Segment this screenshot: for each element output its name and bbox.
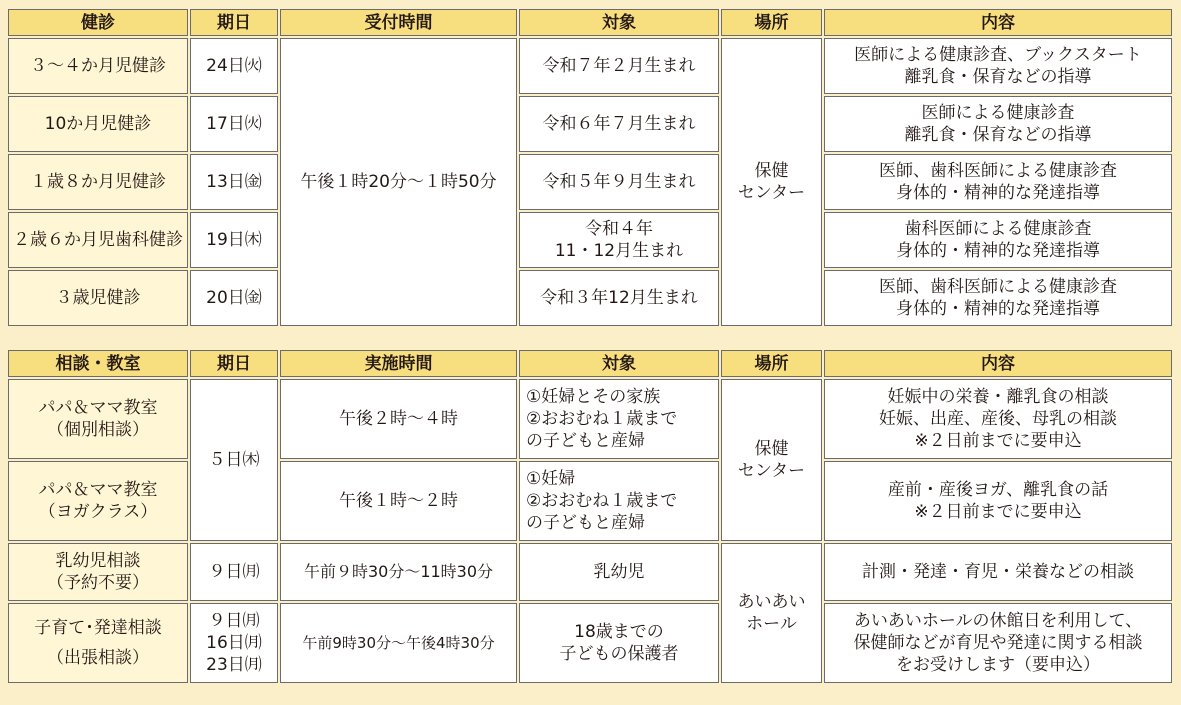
consultation-table: [6, 348, 1174, 685]
consultation-name: 子育て･発達相談 （出張相談）: [8, 603, 188, 683]
header-target: 対象: [519, 9, 719, 36]
checkup-table: [6, 7, 1174, 328]
checkup-target: 令和３年12月生まれ: [519, 270, 719, 326]
header-date: 期日: [190, 350, 278, 377]
checkup-name: ２歳６か月児歯科健診: [8, 212, 188, 268]
reception-time: 午後１時20分～１時50分: [280, 38, 517, 326]
header-place: 場所: [721, 350, 822, 377]
checkup-content: 医師による健康診査 離乳食・保育などの指導: [824, 96, 1172, 152]
table-row: [8, 38, 1172, 94]
header-place: 場所: [721, 9, 822, 36]
table-row: [8, 154, 1172, 210]
consultation-time: 午前9時30分～午後4時30分: [280, 603, 517, 683]
checkup-name: ３歳児健診: [8, 270, 188, 326]
consultation-content: 産前・産後ヨガ、離乳食の話 ※２日前までに要申込: [824, 461, 1172, 541]
consultation-name: パパ＆ママ教室 （ヨガクラス）: [8, 461, 188, 541]
checkup-content: 医師、歯科医師による健康診査 身体的・精神的な発達指導: [824, 154, 1172, 210]
table-row: [8, 543, 1172, 601]
checkup-content: 医師、歯科医師による健康診査 身体的・精神的な発達指導: [824, 270, 1172, 326]
header-date: 期日: [190, 9, 278, 36]
checkup-date: 17日㈫: [190, 96, 278, 152]
header-target: 対象: [519, 350, 719, 377]
checkup-target: 令和７年２月生まれ: [519, 38, 719, 94]
header-content: 内容: [824, 9, 1172, 36]
header-reception-time: 受付時間: [280, 9, 517, 36]
checkup-name: ３～４か月児健診: [8, 38, 188, 94]
place-hall: あいあい ホール: [721, 543, 822, 683]
checkup-date: 19日㈭: [190, 212, 278, 268]
table-row: [8, 96, 1172, 152]
consultation-content: あいあいホールの休館日を利用して、 保健師などが育児や発達に関する相談 をお受けします（要申込）: [824, 603, 1172, 683]
consultation-target: 乳幼児: [519, 543, 719, 601]
consultation-target: ①妊婦とその家族 ②おおむね１歳まで の子どもと産婦: [519, 379, 719, 459]
consultation-header-row: [8, 350, 1172, 377]
table-row: [8, 603, 1172, 683]
checkup-target: 令和４年 11・12月生まれ: [519, 212, 719, 268]
checkup-date: 24日㈫: [190, 38, 278, 94]
consultation-target: 18歳までの 子どもの保護者: [519, 603, 719, 683]
consultation-target: ①妊婦 ②おおむね１歳まで の子どもと産婦: [519, 461, 719, 541]
checkup-date: 13日㈮: [190, 154, 278, 210]
checkup-date: 20日㈮: [190, 270, 278, 326]
header-implementation-time: 実施時間: [280, 350, 517, 377]
consultation-date: ９日㈪: [190, 543, 278, 601]
checkup-target: 令和６年７月生まれ: [519, 96, 719, 152]
consultation-name: 乳幼児相談 （予約不要）: [8, 543, 188, 601]
consultation-content: 計測・発達・育児・栄養などの相談: [824, 543, 1172, 601]
checkup-target: 令和５年９月生まれ: [519, 154, 719, 210]
table-row: [8, 270, 1172, 326]
checkup-content: 歯科医師による健康診査 身体的・精神的な発達指導: [824, 212, 1172, 268]
header-checkup: 健診: [8, 9, 188, 36]
consultation-time: 午前９時30分～11時30分: [280, 543, 517, 601]
checkup-name: １歳８か月児健診: [8, 154, 188, 210]
checkup-content: 医師による健康診査、ブックスタート 離乳食・保育などの指導: [824, 38, 1172, 94]
checkup-place: 保健 センター: [721, 38, 822, 326]
table-row: [8, 461, 1172, 541]
consultation-time: 午後２時～４時: [280, 379, 517, 459]
checkup-name: 10か月児健診: [8, 96, 188, 152]
class-date: ５日㈭: [190, 379, 278, 541]
consultation-time: 午後１時～２時: [280, 461, 517, 541]
header-content: 内容: [824, 350, 1172, 377]
table-row: [8, 379, 1172, 459]
checkup-header-row: [8, 9, 1172, 36]
consultation-content: 妊娠中の栄養・離乳食の相談 妊娠、出産、産後、母乳の相談 ※２日前までに要申込: [824, 379, 1172, 459]
table-row: [8, 212, 1172, 268]
consultation-date: ９日㈪ 16日㈪ 23日㈪: [190, 603, 278, 683]
header-consultation: 相談・教室: [8, 350, 188, 377]
consultation-name: パパ＆ママ教室 （個別相談）: [8, 379, 188, 459]
place-center: 保健 センター: [721, 379, 822, 541]
